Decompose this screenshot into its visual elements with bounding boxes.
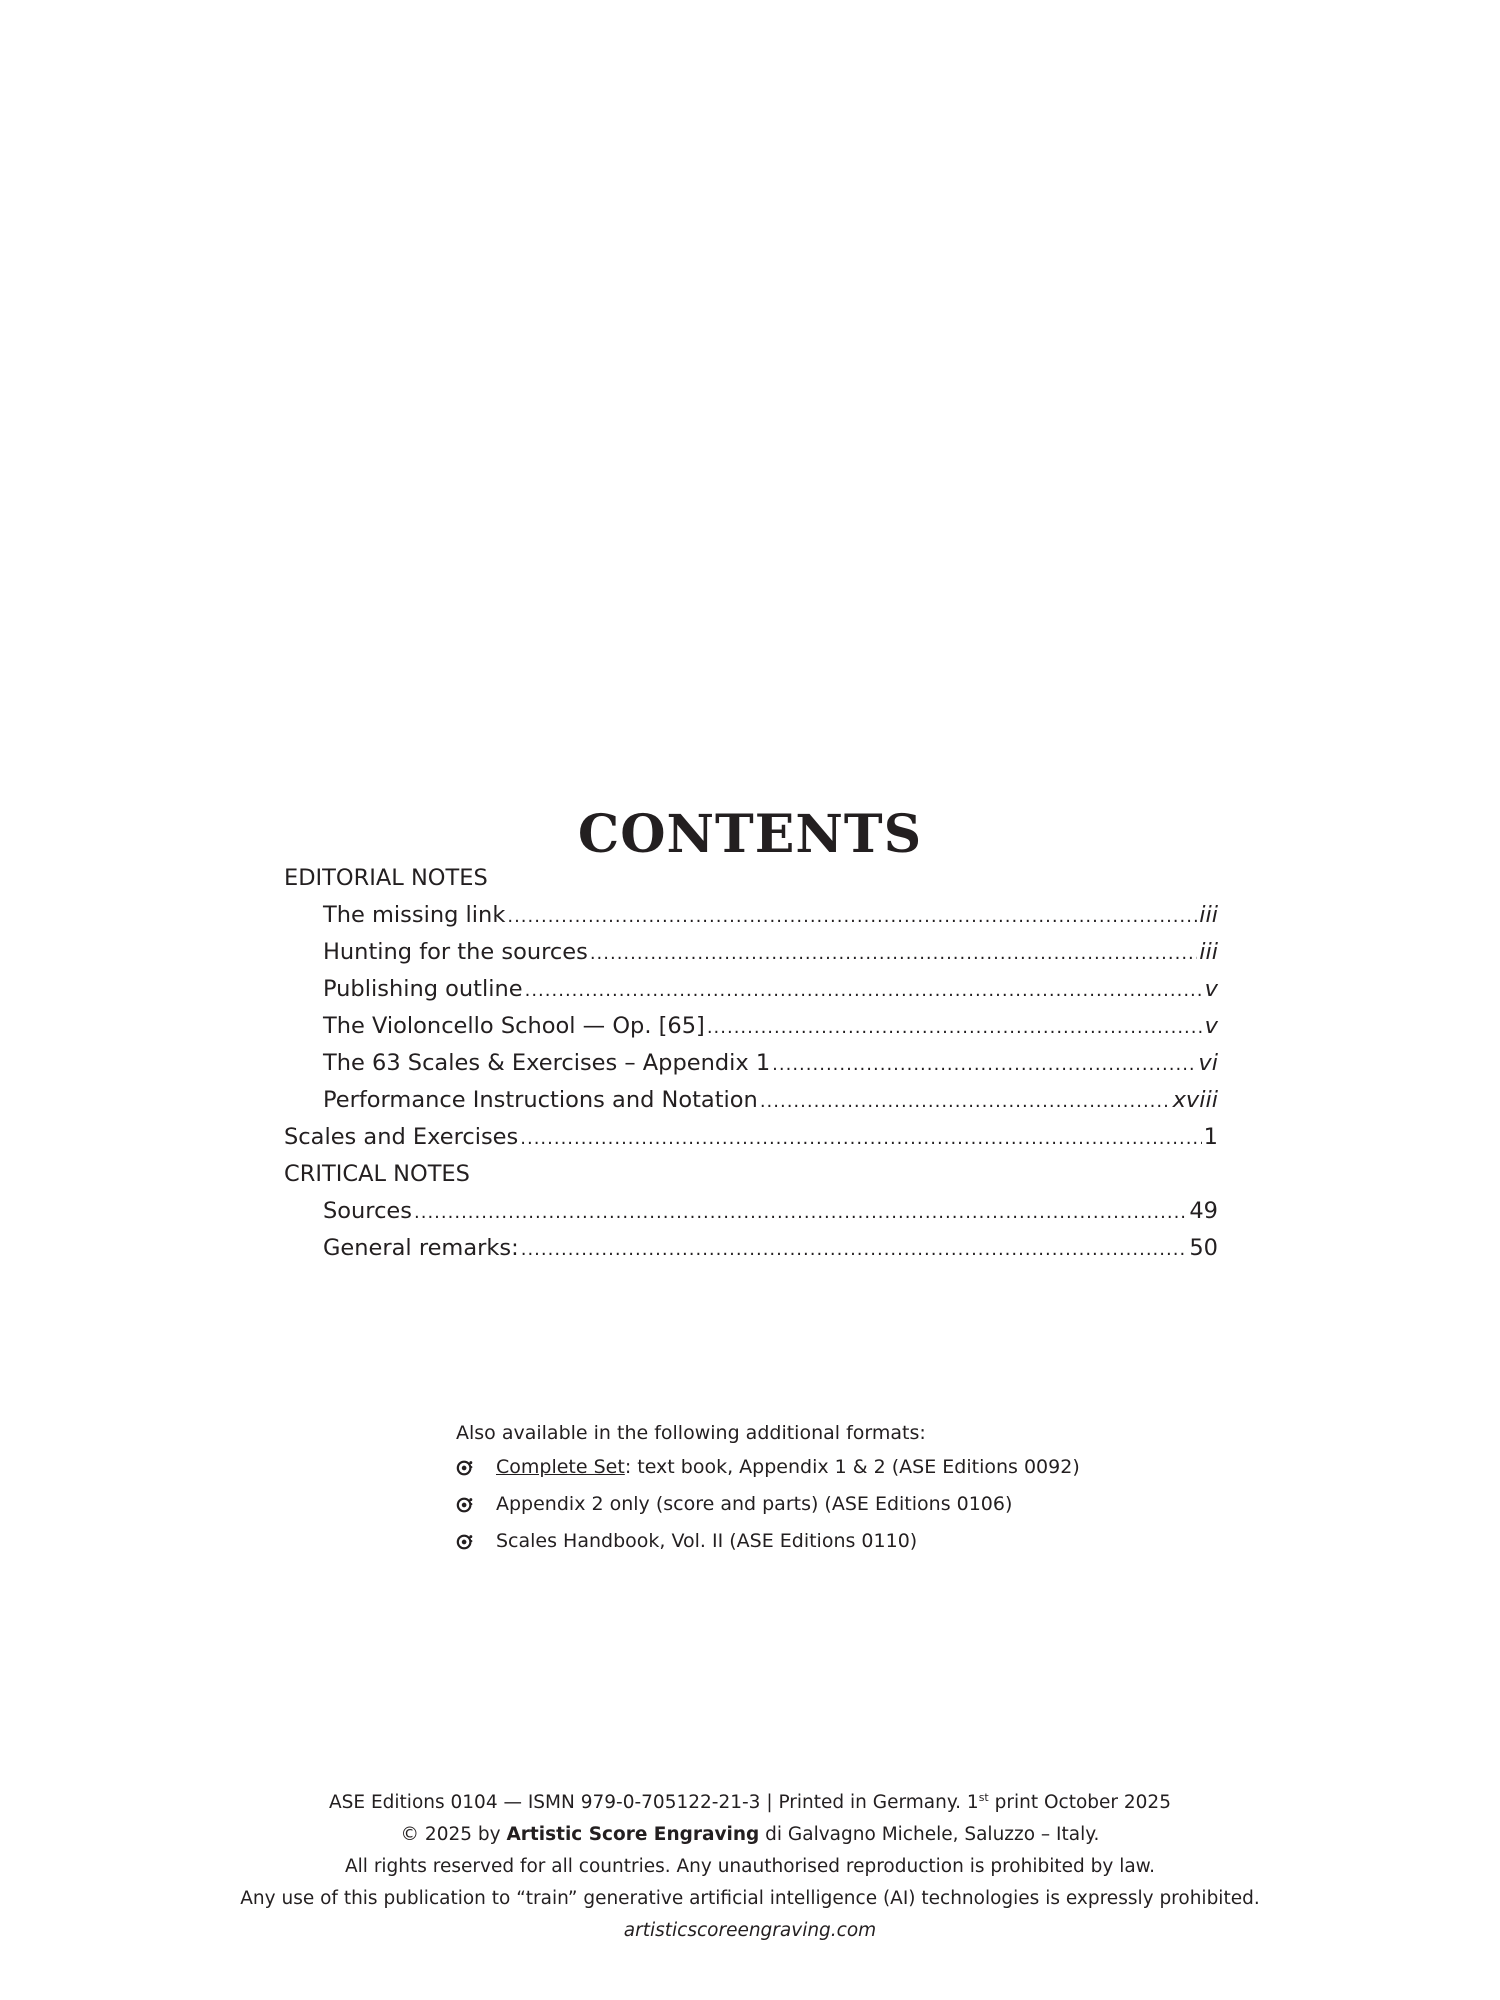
toc-page-number: v [1204,976,1218,1002]
imprint-footer [0,1787,1500,1947]
page-title: CONTENTS [577,804,923,865]
toc-entry[interactable] [284,897,1218,934]
toc-leader-dots [521,1231,1188,1268]
toc-label: EDITORIAL NOTES [284,865,488,891]
copyright-text: © 2025 by [400,1824,507,1845]
toc-leader-dots [707,1009,1203,1046]
ordinal-suffix: st [978,1790,989,1804]
publisher-name: Artistic Score Engraving [506,1824,760,1845]
toc-page-number: v [1204,1013,1218,1039]
toc-entry[interactable] [284,1045,1218,1082]
toc-leader-dots [507,898,1197,935]
toc-label: Scales and Exercises [284,1124,519,1150]
toc-label: CRITICAL NOTES [284,1161,470,1187]
format-item-appendix-2 [456,1485,1156,1522]
toc-label: Sources [323,1198,413,1224]
toc-label: Hunting for the sources [323,939,588,965]
toc-page-number: vi [1198,1050,1218,1076]
imprint-line [0,1787,1500,1819]
logo-bullet-icon [456,1533,472,1549]
toc-page-number: 50 [1189,1235,1218,1261]
toc-entry[interactable] [284,1193,1218,1230]
toc-label: Performance Instructions and Notation [323,1087,758,1113]
toc-section-critical-notes[interactable] [284,1156,1218,1193]
toc-page-number: iii [1199,939,1218,965]
complete-set-link[interactable]: Complete Set [496,1455,625,1478]
toc-section-editorial-notes[interactable] [284,860,1218,897]
table-of-contents [284,860,1218,1267]
toc-page-number: iii [1199,902,1218,928]
format-item-text: Appendix 2 only (score and parts) (ASE Editions 0106) [496,1492,1013,1515]
toc-label: General remarks: [323,1235,519,1261]
logo-bullet-icon [456,1459,472,1475]
toc-leader-dots [525,972,1203,1009]
toc-label: The Violoncello School — Op. [65] [323,1013,705,1039]
toc-page-number: xviii [1172,1087,1218,1113]
copyright-line [0,1819,1500,1851]
toc-leader-dots [772,1046,1196,1083]
format-item-complete-set [456,1448,1156,1485]
toc-entry[interactable] [284,971,1218,1008]
toc-label: The missing link [323,902,506,928]
logo-bullet-icon [456,1496,472,1512]
toc-entry[interactable] [284,1082,1218,1119]
toc-page-number: 1 [1203,1124,1218,1150]
toc-label: The 63 Scales & Exercises – Appendix 1 [323,1050,771,1076]
additional-formats [456,1418,1156,1559]
website-link[interactable]: artisticscoreengraving.com [623,1920,877,1941]
toc-entry[interactable] [284,1119,1218,1156]
toc-leader-dots [520,1120,1201,1157]
toc-leader-dots [590,935,1197,972]
toc-leader-dots [760,1083,1171,1120]
formats-intro: Also available in the following additional formats: [456,1422,926,1444]
toc-page-number: 49 [1189,1198,1218,1224]
copyright-text: di Galvagno Michele, Saluzzo – Italy. [759,1824,1100,1845]
imprint-text: print October 2025 [988,1792,1171,1813]
toc-entry[interactable] [284,934,1218,971]
format-item-scales-handbook [456,1522,1156,1559]
format-item-text: : text book, Appendix 1 & 2 (ASE Editions 0092) [624,1455,1080,1478]
toc-label: Publishing outline [323,976,523,1002]
toc-entry[interactable] [284,1230,1218,1267]
ai-notice-line: Any use of this publication to “train” generative artificial intelligence (AI) technologies is expressly prohibited. [240,1888,1260,1909]
format-item-text: Scales Handbook, Vol. II (ASE Editions 0110) [496,1529,918,1552]
imprint-text: ASE Editions 0104 — ISMN 979-0-705122-21-3 | Printed in Germany. 1 [329,1792,979,1813]
toc-entry[interactable] [284,1008,1218,1045]
toc-leader-dots [414,1194,1187,1231]
rights-line: All rights reserved for all countries. Any unauthorised reproduction is prohibited by law. [345,1856,1155,1877]
